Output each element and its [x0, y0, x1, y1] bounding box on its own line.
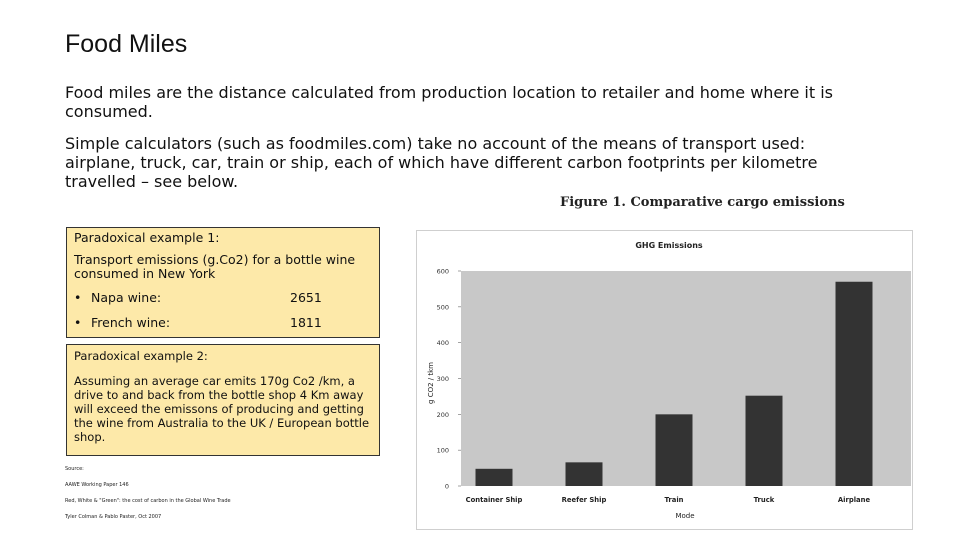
example-1-item-value: 2651	[290, 290, 322, 305]
y-tick-label: 600	[436, 267, 449, 276]
y-axis-label: g CO2 / tkm	[427, 362, 435, 404]
bar	[566, 462, 603, 486]
calculator-paragraph: Simple calculators (such as foodmiles.com) take no account of the means of transport used: airplane, truck, car, train or ship, each of which have different carbon footprints per kilometre travelled – see below.	[65, 134, 818, 191]
x-tick-label: Truck	[753, 496, 775, 504]
y-tick-label: 0	[444, 482, 449, 491]
example-1-box	[66, 227, 380, 338]
y-tick-label: 100	[436, 446, 449, 455]
example-1-item-value: 1811	[290, 315, 322, 330]
example-2-heading: Paradoxical example 2:	[74, 349, 208, 363]
bar	[746, 396, 783, 486]
bullet-icon: •	[74, 290, 82, 305]
slide-title: Food Miles	[65, 30, 188, 58]
example-1-item-label: French wine:	[91, 315, 171, 330]
x-tick-label: Train	[664, 496, 684, 504]
x-tick-label: Airplane	[837, 496, 871, 504]
x-tick-label: Reefer Ship	[561, 496, 607, 504]
bar	[836, 282, 873, 486]
figure-caption: Figure 1. Comparative cargo emissions	[560, 195, 845, 210]
y-tick-label: 500	[436, 303, 449, 312]
y-tick-label: 200	[436, 410, 449, 419]
x-axis-label: Mode	[675, 512, 695, 520]
bullet-icon: •	[74, 315, 82, 330]
emissions-chart	[416, 230, 913, 530]
chart-svg	[417, 231, 914, 531]
source-label: Source:	[65, 466, 84, 472]
chart-title: GHG Emissions	[635, 241, 703, 250]
source-line: Tyler Colman & Pablo Paster, Oct 2007	[65, 514, 162, 520]
example-1-intro: Transport emissions (g.Co2) for a bottle wine consumed in New York	[74, 252, 356, 281]
source-line: Red, White & "Green": the cost of carbon in the Global Wine Trade	[65, 498, 231, 504]
x-tick-label: Container Ship	[465, 496, 523, 504]
example-1-item-label: Napa wine:	[91, 290, 162, 305]
intro-paragraph: Food miles are the distance calculated from production location to retailer and home where it is consumed.	[65, 83, 834, 121]
bar	[476, 469, 513, 486]
bar	[656, 414, 693, 486]
example-2-box	[66, 344, 380, 456]
x-axis	[466, 496, 871, 504]
y-axis	[437, 268, 461, 491]
y-tick-label: 300	[436, 375, 449, 383]
example-1-heading: Paradoxical example 1:	[74, 230, 220, 245]
source-line: AAWE Working Paper 146	[65, 482, 129, 488]
example-2-body: Assuming an average car emits 170g Co2 /km, a drive to and back from the bottle shop 4 Km away will exceed the emissons of producing and getting the wine from Australia to the UK / European bottle shop.	[74, 374, 370, 444]
y-tick-label: 400	[436, 339, 449, 348]
